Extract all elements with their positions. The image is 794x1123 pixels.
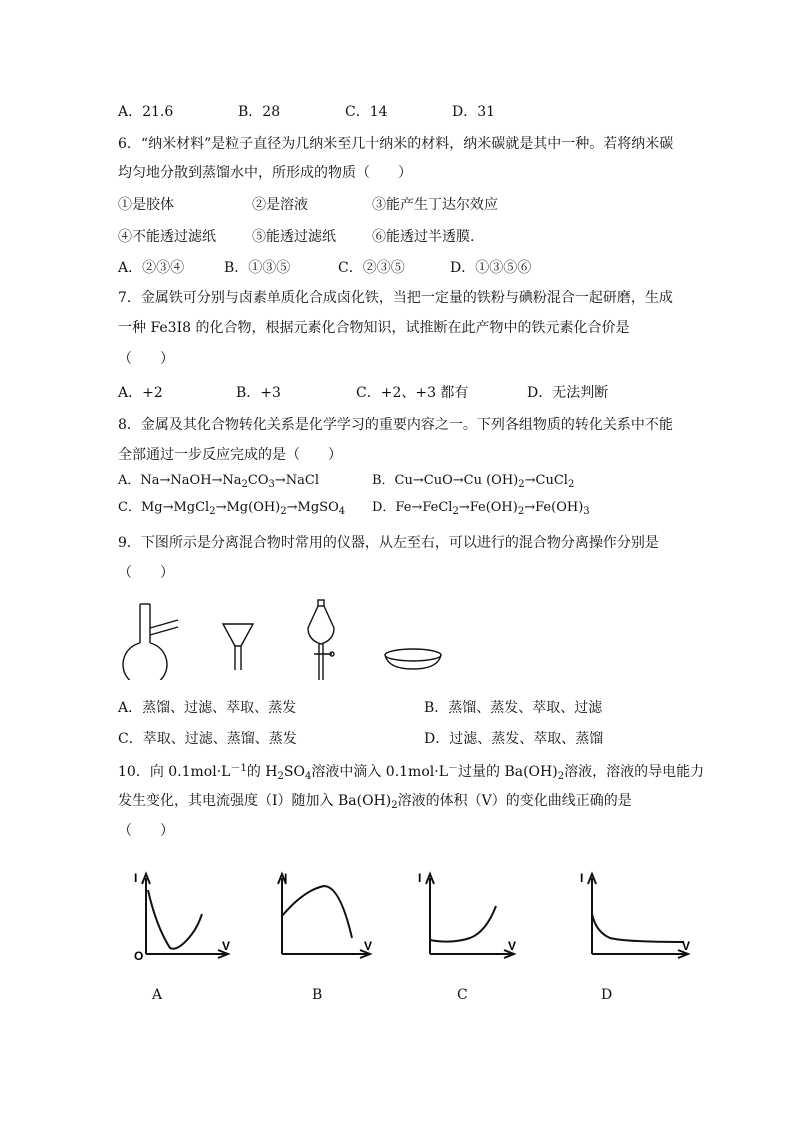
q6-statement-5: ⑤能透过滤纸 xyxy=(252,229,336,245)
q8-option-a: A．$Na\to NaOH\to Na_2CO_3\to NaCl$ xyxy=(118,473,320,490)
q7-option-d: D．无法判断 xyxy=(527,385,609,401)
q10-stem-line-2: 发生变化，其电流强度（I）随加入 $Ba(OH)_2$溶液的体积（V）的变化曲线正确的是 xyxy=(118,793,632,811)
q10-stem-line-3: （ ） xyxy=(118,823,174,839)
q6-statement-3: ③能产生丁达尔效应 xyxy=(372,197,498,213)
q7-option-c: C．+2、+3 都有 xyxy=(356,385,469,401)
q9-stem-line-2: （ ） xyxy=(118,565,174,581)
q8-option-b: B．Cu→CuO→Cu $(OH)_2\to CuCl_2$ xyxy=(372,473,575,490)
graph-b-curve xyxy=(282,886,352,938)
q5-option-b: B．28 xyxy=(238,104,281,120)
q6-statement-2: ②是溶液 xyxy=(252,197,308,213)
q8-option-c: C．$Mg\to MgCl_2\to Mg(OH)_2\to MgSO_4$ xyxy=(118,500,346,517)
q6-stem-line-2: 均匀地分散到蒸馏水中，所形成的物质（ ） xyxy=(118,165,412,181)
q6-option-d: D．①③⑤⑥ xyxy=(450,260,532,276)
graph-b-x-label: V xyxy=(364,939,373,953)
q5-option-a: A．21.6 xyxy=(118,104,174,120)
graph-a-x-label: V xyxy=(222,939,231,953)
q7-stem-line-1: 7．金属铁可分别与卤素单质化合成卤化铁，当把一定量的铁粉与碘粉混合一起研磨，生成 xyxy=(118,290,673,306)
graph-d-curve xyxy=(592,914,684,942)
graph-a-y-label: I xyxy=(134,871,138,885)
q9-stem-line-1: 9．下图所示是分离混合物时常用的仪器，从左至右，可以进行的混合物分离操作分别是 xyxy=(118,535,659,551)
graph-c-x-label: V xyxy=(508,939,517,953)
q6-option-a: A．②③④ xyxy=(118,260,185,276)
q5-option-c: C．14 xyxy=(345,104,388,120)
q9-option-b: B．蒸馏、蒸发、萃取、过滤 xyxy=(424,700,603,716)
q6-statement-4: ④不能透过滤纸 xyxy=(118,229,216,245)
q6-statement-1: ①是胶体 xyxy=(118,197,174,213)
q7-stem-line-3: （ ） xyxy=(118,351,174,367)
q5-option-d: D．31 xyxy=(452,104,496,120)
graph-c-curve xyxy=(430,906,496,942)
evaporating-dish-icon xyxy=(380,645,446,673)
distillation-flask-icon xyxy=(120,598,190,680)
q7-stem-line-2: 一种 Fe3I8 的化合物，根据元素化合物知识，试推断在此产物中的铁元素化合价是 xyxy=(118,320,630,336)
q7-option-b: B．+3 xyxy=(236,385,281,401)
graph-b-y-label: I xyxy=(284,871,288,885)
q8-option-d: D．$Fe\to FeCl_2\to Fe(OH)_2\to Fe(OH)_3$ xyxy=(372,500,590,517)
graph-a-origin: O xyxy=(134,949,144,963)
graph-caption-d: D xyxy=(601,987,613,1003)
graph-caption-b: B xyxy=(312,987,323,1003)
graph-b xyxy=(268,866,378,966)
graph-caption-c: C xyxy=(457,987,468,1003)
q9-option-d: D．过滤、蒸发、萃取、蒸馏 xyxy=(424,731,604,747)
q6-statement-6: ⑥能透过半透膜. xyxy=(372,229,475,245)
q6-option-c: C．②③⑤ xyxy=(338,260,405,276)
graph-a-curve xyxy=(148,890,202,949)
graph-c-y-label: I xyxy=(418,871,422,885)
graph-d xyxy=(574,866,696,966)
graph-c xyxy=(412,866,522,966)
q6-option-b: B．①③⑤ xyxy=(224,260,291,276)
graph-d-x-label: V xyxy=(682,939,691,953)
funnel-icon xyxy=(220,620,256,672)
q8-stem-line-1: 8．金属及其化合物转化关系是化学学习的重要内容之一。下列各组物质的转化关系中不能 xyxy=(118,417,673,433)
q8-stem-line-2: 全部通过一步反应完成的是（ ） xyxy=(118,447,342,463)
q7-option-a: A．+2 xyxy=(118,385,163,401)
q9-option-c: C．萃取、过滤、蒸馏、蒸发 xyxy=(118,731,297,747)
graph-caption-a: A xyxy=(152,987,163,1003)
q9-option-a: A．蒸馏、过滤、萃取、蒸发 xyxy=(118,700,297,716)
graph-a xyxy=(126,866,236,966)
q10-stem-line-1: 10．向 $0.1mol\cdot L^{-1}$的 $H_2SO_4$溶液中滴入 0.1mol·L－过量的 $Ba(OH)_2$溶液，溶液的导电能力 xyxy=(118,763,705,782)
separatory-funnel-icon xyxy=(304,598,338,682)
q6-stem-line-1: 6．“纳米材料”是粒子直径为几纳米至几十纳米的材料，纳米碳就是其中一种。若将纳米碳 xyxy=(118,136,674,152)
graph-d-y-label: I xyxy=(580,871,584,885)
